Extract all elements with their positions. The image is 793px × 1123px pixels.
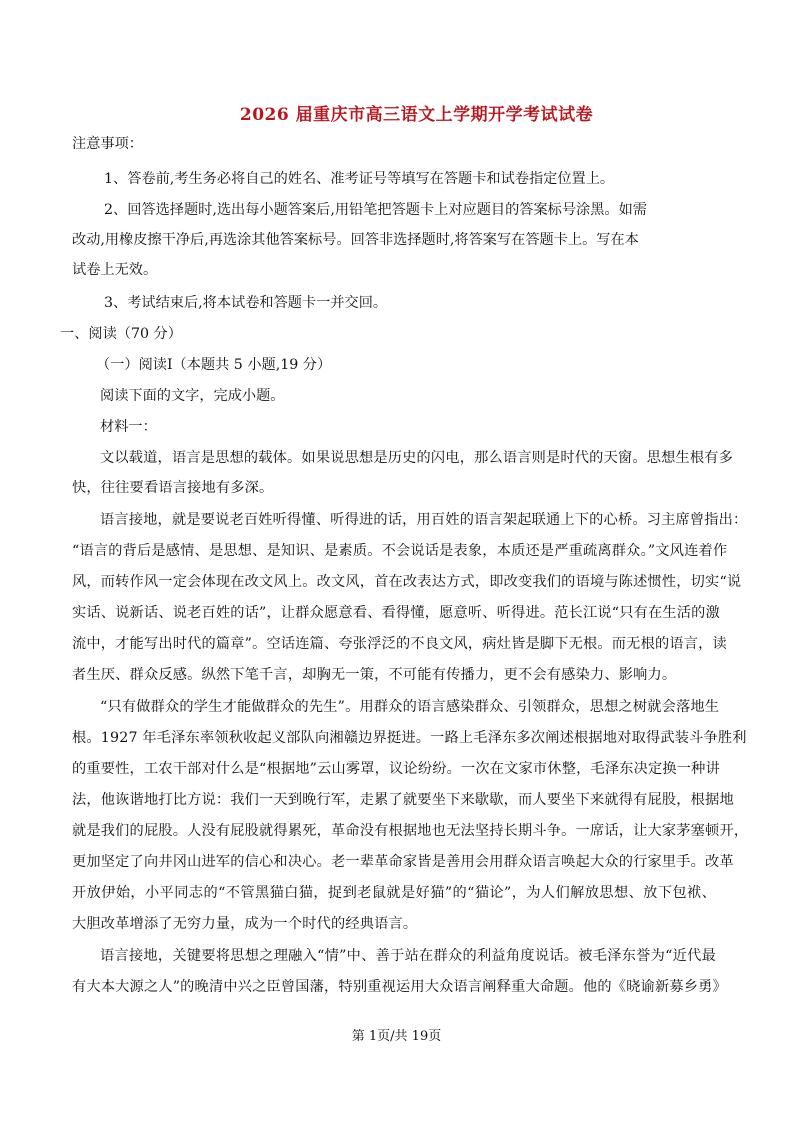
paragraph-1-line: 文以载道，语言是思想的载体。如果说思想是历史的闪电，那么语言则是时代的天窗。思想生根有多 [100, 450, 734, 466]
paragraph-3-line: 根。1927 年毛泽东率领秋收起义部队向湘赣边界挺进。一路上毛泽东多次阐述根据地对取得武装斗争胜利 [72, 730, 747, 746]
subsection-heading: （一）阅读Ⅰ（本题共 5 小题,19 分） [96, 357, 332, 373]
paragraph-2-line: 流中，才能写出时代的篇章”。空话连篇、夸张浮泛的不良文风，病灶皆是脚下无根。而无根的语言，读 [72, 636, 727, 652]
paragraph-3-line: “只有做群众的学生才能做群众的先生”。用群众的语言感染群众、引领群众，思想之树就会落地生 [100, 699, 720, 715]
paragraph-2-line: “语言的背后是感情、是思想、是知识、是素质。不会说话是表象，本质还是严重疏离群众。”文风连着作 [72, 543, 728, 559]
paragraph-3-line: 就是我们的屁股。人没有屁股就得累死，革命没有根据地也无法坚持长期斗争。一席话，让大家茅塞顿开， [72, 823, 749, 839]
paragraph-3-line: 的重要性，工农干部对什么是“根据地”云山雾罩，议论纷纷。一次在文家市休整，毛泽东决定换一种讲 [72, 761, 720, 777]
section-heading: 一、阅读（70 分） [60, 326, 182, 342]
paragraph-4-line: 语言接地，关键要将思想之理融入“情”中、善于站在群众的利益角度说话。被毛泽东誉为“近代最 [100, 948, 716, 964]
document-title: 2026 届重庆市高三语文上学期开学考试试卷 [239, 105, 594, 125]
page-number: 第 1页/共 19页 [351, 1029, 442, 1044]
paragraph-2-line: 者生厌、群众反感。纵然下笔千言，却胸无一策，不可能有传播力，更不会有感染力、影响力。 [72, 667, 677, 683]
notice-item-1: 1、答卷前,考生务必将自己的姓名、准考证号等填写在答题卡和试卷指定位置上。 [104, 171, 615, 187]
paragraph-4-line: 有大本大源之人”的晚清中兴之臣曾国藩，特别重视运用大众语言阐释重大命题。他的《晓谕新募乡勇》 [72, 979, 727, 995]
paragraph-3-line: 法，他诙谐地打比方说：我们一天到晚行军，走累了就要坐下来歇歇，而人要坐下来就得有屁股，根据地 [72, 792, 734, 808]
paragraph-2-line: 语言接地，就是要说老百姓听得懂、听得进的话，用百姓的语言架起联通上下的心桥。习主席曾指出： [100, 512, 748, 528]
material-label: 材料一： [100, 419, 157, 435]
paragraph-3-line: 大胆改革增添了无穷力量，成为一个时代的经典语言。 [72, 916, 418, 932]
notice-item-3: 3、考试结束后,将本试卷和答题卡一并交回。 [104, 295, 388, 311]
notice-item-2-line-1: 2、回答选择题时,选出每小题答案后,用铅笔把答题卡上对应题目的答案标号涂黑。如需 [104, 202, 647, 218]
paragraph-3-line: 开放伊始，小平同志的“不管黑猫白猫，捉到老鼠就是好猫”的“猫论”，为人们解放思想、放下包袱、 [72, 885, 716, 901]
paragraph-3-line: 更加坚定了向井冈山进军的信心和决心。老一辈革命家皆是善用会用群众语言唤起大众的行家里手。改革 [72, 854, 734, 870]
notice-item-2-line-2: 改动,用橡皮擦干净后,再选涂其他答案标号。回答非选择题时,将答案写在答题卡上。写在本 [72, 232, 639, 248]
notice-heading: 注意事项： [72, 136, 143, 152]
reading-instruction: 阅读下面的文字，完成小题。 [100, 388, 285, 404]
paragraph-1-line: 快，往往要看语言接地有多深。 [72, 480, 274, 496]
paragraph-2-line: 实话、说新话、说老百姓的话”，让群众愿意看、看得懂，愿意听、听得进。范长江说“只有在生活的激 [72, 605, 720, 621]
paragraph-2-line: 风，而转作风一定会体现在改文风上。改文风，首在改表达方式，即改变我们的语境与陈述惯性，切实“说 [72, 574, 742, 590]
notice-item-2-line-3: 试卷上无效。 [72, 262, 158, 278]
